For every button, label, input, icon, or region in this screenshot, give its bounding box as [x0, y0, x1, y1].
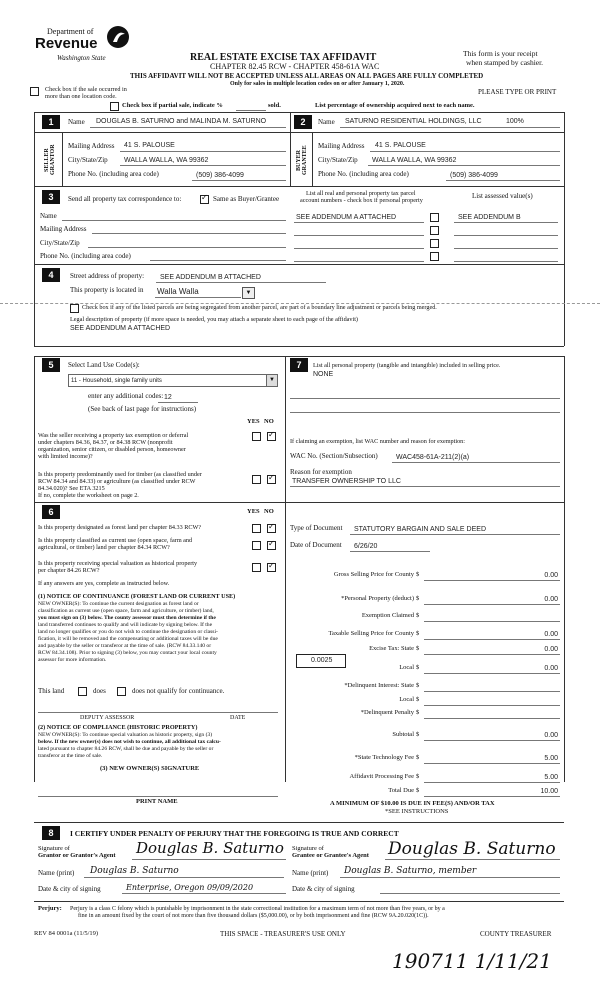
notice2-line1: NEW OWNER(S): To continue special valuation as historic property, sign (3) — [38, 732, 213, 738]
buyer-ownership-pct[interactable]: 100% — [506, 118, 524, 125]
see-instructions-note: *SEE INSTRUCTIONS — [385, 808, 449, 815]
notice1-line4: land transferred continues to qualify and will indicate by signing below. If the — [38, 622, 213, 628]
s6-yes-header: YES — [247, 508, 260, 515]
grantee-name-print-label: Name (print) — [292, 869, 329, 877]
same-as-buyer-label: Same as Buyer/Grantee — [213, 195, 280, 203]
calc-row-label: Local — [399, 664, 414, 671]
partial-sale-field[interactable] — [236, 110, 266, 111]
grantor-date-city-label: Date & city of signing — [38, 885, 101, 893]
calc-row-label: *Delinquent Penalty — [360, 709, 414, 716]
seller-name-label: Name — [68, 118, 85, 126]
s6-q2-line1: Is this property classified as current use (open space, farm and — [38, 537, 193, 544]
notice1-line7: and payable by the seller or transferor at the time of sale. (RCW 84.33.140 or — [38, 643, 212, 649]
reason-value[interactable]: TRANSFER OWNERSHIP TO LLC — [292, 478, 401, 485]
doc-date-value[interactable]: 6/26/20 — [354, 543, 378, 550]
calc-row-line — [424, 718, 560, 719]
notice1-line6: fication, it will be removed and the compensating or additional taxes will be due — [38, 636, 218, 642]
s6-q3-line2: per chapter 84.26 RCW? — [38, 567, 100, 574]
section-4-number: 4 — [42, 268, 60, 282]
parcel-personal-checkbox-2[interactable] — [430, 226, 439, 235]
calc-row-line — [424, 654, 560, 655]
personal-prop-label: List all personal property (tangible and intangible) included in selling price. — [313, 362, 501, 369]
calc-row-label: Local — [399, 696, 414, 703]
s5-q2-yes-checkbox[interactable] — [252, 475, 261, 484]
calc-row-label: Gross Selling Price for County — [333, 571, 414, 578]
land-use-select[interactable] — [68, 374, 278, 387]
calc-row-value[interactable]: 0.00 — [544, 631, 558, 638]
calc-row-currency: $ — [416, 645, 420, 652]
does-label: does — [93, 687, 106, 695]
legal-label: Legal description of property (if more space is needed, you may attach a separate sheet to each page of the affidavit) — [70, 316, 358, 323]
deputy-assessor-label: DEPUTY ASSESSOR — [80, 715, 135, 721]
street-label: Street address of property: — [70, 272, 145, 280]
notice1-line2: classification as current use (open space, farm and agriculture, or timber) land, — [38, 608, 214, 614]
land-use-value: 11 - Household, single family units — [71, 378, 162, 384]
this-land-label: This land — [38, 687, 65, 695]
calc-row-label: Exemption Claimed — [361, 612, 414, 619]
sig-grantor-label2: Grantor or Grantor's Agent — [38, 852, 116, 859]
additional-codes-label: enter any additional codes: — [88, 392, 164, 400]
calc-row-label: Total Due — [388, 787, 414, 794]
dept-line3: Washington State — [57, 54, 106, 62]
doc-type-value[interactable]: STATUTORY BARGAIN AND SALE DEED — [354, 526, 486, 533]
calc-row-line — [424, 673, 560, 674]
corr-phone-label: Phone No. (including area code) — [40, 252, 131, 260]
grantee-date-city-field[interactable] — [380, 893, 560, 894]
print-name-label: PRINT NAME — [136, 798, 178, 805]
calc-row-line — [424, 705, 560, 706]
does-not-qualify-checkbox[interactable] — [117, 687, 126, 696]
s5-q2-line4: If no, complete the worksheet on page 2. — [38, 492, 139, 499]
calc-row-label: Excise Tax: State — [369, 645, 414, 652]
tax-rate-value: 0.0025 — [311, 657, 333, 664]
grantee-date-city-label: Date & city of signing — [292, 885, 355, 893]
seller-mailing-value[interactable]: 41 S. PALOUSE — [124, 142, 175, 149]
s5-q1-no-checkbox[interactable] — [267, 432, 276, 441]
parcel-personal-checkbox-1[interactable] — [430, 213, 439, 222]
calc-row-currency: $ — [416, 571, 420, 578]
new-owner-sig-label: (3) NEW OWNER(S) SIGNATURE — [100, 765, 200, 772]
notice1-line3: you must sign on (3) below. The county assessor must then determine if the — [38, 615, 216, 621]
parcel-personal-checkbox-3[interactable] — [430, 239, 439, 248]
s5-q2-no-checkbox[interactable] — [267, 475, 276, 484]
ownership-label: List percentage of ownership acquired next to each name. — [315, 102, 475, 109]
calc-row-currency: $ — [416, 595, 420, 602]
tax-rate-box[interactable] — [296, 654, 346, 668]
calc-row-label: *State Technology Fee — [354, 754, 414, 761]
buyer-phone-label: Phone No. (including area code) — [318, 170, 409, 178]
section-8-number: 8 — [42, 826, 60, 840]
calc-row-label: Taxable Selling Price for County — [328, 630, 414, 637]
corr-mailing-label: Mailing Address — [40, 225, 87, 233]
legal-value[interactable]: SEE ADDENDUM A ATTACHED — [70, 325, 171, 332]
grantee-name-print-value[interactable]: Douglas B. Saturno, member — [344, 866, 477, 876]
located-select[interactable]: Walla Walla — [157, 287, 199, 296]
doc-date-label: Date of Document — [290, 541, 342, 549]
sig-grantee-label1: Signature of — [292, 845, 324, 852]
seller-name-value[interactable]: DOUGLAS B. SATURNO and MALINDA M. SATURNO — [96, 118, 267, 125]
doc-type-label: Type of Document — [290, 524, 343, 532]
receipt-note2: when stamped by cashier. — [466, 58, 544, 67]
certify-statement: I CERTIFY UNDER PENALTY OF PERJURY THAT THE FOREGOING IS TRUE AND CORRECT — [70, 829, 399, 838]
calc-row-currency: $ — [416, 696, 420, 703]
s6-q2-line2: agricultural, or timber) land per chapter 84.34 RCW? — [38, 544, 170, 551]
grantor-name-print-value[interactable]: Douglas B. Saturno — [90, 866, 179, 876]
assessed-value[interactable]: SEE ADDENDUM B — [458, 214, 521, 221]
s5-q1-line4: with limited income)? — [38, 453, 93, 460]
dor-logo — [35, 10, 130, 70]
buyer-grantee-label: BUYER GRANTEE — [296, 145, 308, 175]
notice2-line2: below. If the new owner(s) does not wish to continue, all additional tax calcu- — [38, 739, 221, 745]
calc-row-value[interactable]: 10.00 — [540, 788, 558, 795]
form-warning: THIS AFFIDAVIT WILL NOT BE ACCEPTED UNLESS ALL AREAS ON ALL PAGES ARE FULLY COMPLETED — [130, 72, 484, 80]
calc-row-line — [424, 639, 560, 640]
buyer-mailing-label: Mailing Address — [318, 142, 365, 150]
calc-row-currency: $ — [416, 773, 420, 780]
notice1-line1: NEW OWNER(S): To continue the current designation as forest land or — [38, 601, 199, 607]
section-3-number: 3 — [42, 190, 60, 204]
notice2-title: (2) NOTICE OF COMPLIANCE (HISTORIC PROPERTY) — [38, 724, 198, 731]
notice1-line9: assessor for more information. — [38, 657, 107, 663]
assessed-header: List assessed value(s) — [472, 192, 533, 200]
s6-no-header: NO — [264, 508, 274, 515]
s5-q1-line2: under chapters 84.36, 84.37, or 84.38 RCW (nonprofit — [38, 439, 173, 446]
s5-yes-header: YES — [247, 418, 260, 425]
s5-q1-yes-checkbox[interactable] — [252, 432, 261, 441]
s6-q3-line1: Is this property receiving special valuation as historical property — [38, 560, 198, 567]
new-owner-sig-line[interactable] — [38, 796, 278, 797]
s5-q2-line3: 84.34.020)? See ETA 3215 — [38, 485, 105, 492]
reason-label: Reason for exemption — [290, 468, 352, 476]
calc-row-value[interactable]: 0.00 — [544, 596, 558, 603]
perjury-label: Perjury: — [38, 905, 62, 912]
section-6-number: 6 — [42, 505, 60, 519]
multi-location-label2: more than one location code. — [45, 93, 117, 100]
calc-row-line — [424, 691, 560, 692]
s6-q1: Is this property designated as forest land per chapter 84.33 RCW? — [38, 524, 202, 531]
calc-row-label: *Delinquent Interest: State — [344, 682, 414, 689]
grantor-signature[interactable]: Douglas B. Saturno — [136, 839, 284, 857]
notice2-line3: lated pursuant to chapter 84.26 RCW, shall be due and payable by the seller or — [38, 746, 214, 752]
sig-grantor-label1: Signature of — [38, 845, 70, 852]
does-not-label: does not qualify for continuance. — [132, 687, 225, 695]
treasurer-handwritten-stamp: 190711 1/11/21 — [392, 949, 552, 973]
grantee-signature[interactable]: Douglas B. Saturno — [388, 839, 556, 859]
seller-phone-label: Phone No. (including area code) — [68, 170, 159, 178]
calc-row-currency: $ — [416, 731, 420, 738]
s5-q2-line1: Is this property predominantly used for timber (as classified under — [38, 471, 202, 478]
calc-row-line — [424, 763, 560, 764]
seller-city-label: City/State/Zip — [68, 156, 108, 164]
land-use-dropdown-icon[interactable]: ▼ — [266, 375, 277, 386]
calc-row-value[interactable]: 5.00 — [544, 755, 558, 762]
calc-row-line — [424, 580, 560, 581]
form-revision: REV 84 0001a (11/5/19) — [34, 930, 99, 937]
s6-q1-no-checkbox[interactable] — [267, 524, 276, 533]
partial-sale-suffix: sold. — [268, 102, 281, 109]
calc-row-currency: $ — [416, 664, 420, 671]
multi-location-label1: Check box if the sale occurred in — [45, 86, 127, 93]
s5-q1-line3: organization, senior citizen, or disabled person, homeowner — [38, 446, 186, 453]
grantor-name-print-label: Name (print) — [38, 869, 75, 877]
buyer-phone-value[interactable]: (509) 386-4099 — [450, 172, 498, 179]
receipt-note1: This form is your receipt — [463, 49, 538, 58]
calc-row-line — [424, 740, 560, 741]
parcel-header2: account numbers - check box if personal property — [300, 197, 423, 204]
section-7-number: 7 — [290, 358, 308, 372]
calc-row-value[interactable]: 0.00 — [544, 572, 558, 579]
sales-note: Only for sales in multiple location codes on or after January 1, 2020. — [230, 81, 405, 87]
does-qualify-checkbox[interactable] — [78, 687, 87, 696]
calc-row-currency: $ — [416, 682, 420, 689]
land-use-label: Select Land Use Code(s): — [68, 361, 140, 369]
segregated-label: Check box if any of the listed parcels are being segregated from another parcel, are part of a boundary line adjustment or parcels being merged. — [82, 304, 437, 311]
buyer-city-label: City/State/Zip — [318, 156, 358, 164]
same-as-buyer-checkbox[interactable] — [200, 195, 209, 204]
corr-name-label: Name — [40, 212, 57, 220]
calc-row-line — [424, 782, 560, 783]
dor-logo-icon — [105, 24, 131, 50]
calc-row-currency: $ — [416, 754, 420, 761]
calc-row-currency: $ — [416, 787, 420, 794]
calc-row-currency: $ — [416, 630, 420, 637]
sig-grantee-label2: Grantee or Grantee's Agent — [292, 852, 369, 859]
seller-mailing-label: Mailing Address — [68, 142, 115, 150]
s6-q2-yes-checkbox[interactable] — [252, 541, 261, 550]
section-1-number: 1 — [42, 115, 60, 129]
calc-row-value[interactable]: 5.00 — [544, 774, 558, 781]
calc-row-line — [424, 604, 560, 605]
notice2-line4: transferor at the time of sale. — [38, 753, 103, 759]
notice1-line5: land no longer qualifies or you do not wish to continue the designation or classi- — [38, 629, 218, 635]
s5-q2-line2: RCW 84.34 and 84.33) or agriculture (as classified under RCW — [38, 478, 196, 485]
dept-line1: Department of — [47, 27, 94, 36]
corr-city-label: City/State/Zip — [40, 239, 80, 247]
s6-q3-no-checkbox[interactable] — [267, 563, 276, 572]
located-dropdown-icon[interactable]: ▼ — [242, 287, 255, 299]
calc-row-value[interactable]: 0.00 — [544, 646, 558, 653]
county-treasurer-label: COUNTY TREASURER — [480, 930, 552, 938]
form-title: REAL ESTATE EXCISE TAX AFFIDAVIT — [190, 52, 377, 63]
print-note: PLEASE TYPE OR PRINT — [478, 88, 557, 96]
parcel-value[interactable]: SEE ADDENDUM A ATTACHED — [296, 214, 397, 221]
notice1-title: (1) NOTICE OF CONTINUANCE (FOREST LAND OR CURRENT USE) — [38, 593, 236, 600]
calc-row-line — [424, 796, 560, 797]
seller-grantor-label: SELLER GRANTOR — [44, 144, 56, 176]
see-back-label: (See back of last page for instructions) — [88, 405, 197, 413]
parcel-header1: List all real and personal property tax parcel — [306, 190, 416, 197]
send-correspondence-label: Send all property tax correspondence to: — [68, 195, 182, 203]
section-5-number: 5 — [42, 358, 60, 372]
calc-row-value[interactable]: 0.00 — [544, 732, 558, 739]
wac-label: WAC No. (Section/Subsection) — [290, 452, 378, 460]
s5-q1-line1: Was the seller receiving a property tax exemption or deferral — [38, 432, 189, 439]
partial-sale-label: Check box if partial sale, indicate % — [122, 102, 223, 109]
wac-value[interactable]: WAC458-61A-211(2)(a) — [396, 454, 470, 461]
deputy-date-label: DATE — [230, 715, 246, 721]
minimum-due-note: A MINIMUM OF $10.00 IS DUE IN FEE(S) AND/OR TAX — [330, 800, 495, 807]
additional-codes-value[interactable]: 12 — [164, 394, 172, 401]
treasurer-use-label: THIS SPACE - TREASURER'S USE ONLY — [220, 930, 346, 938]
calc-row-label: Subtotal — [392, 731, 414, 738]
s5-no-header: NO — [264, 418, 274, 425]
exemption-label: If claiming an exemption, list WAC number and reason for exemption: — [290, 438, 465, 445]
personal-prop-value[interactable]: NONE — [313, 371, 334, 378]
s6-q1-yes-checkbox[interactable] — [252, 524, 261, 533]
seller-phone-value[interactable]: (509) 386-4099 — [196, 172, 244, 179]
calc-row-value[interactable]: 0.00 — [544, 665, 558, 672]
calc-row-currency: $ — [416, 612, 420, 619]
partial-sale-checkbox[interactable] — [110, 102, 119, 111]
street-value[interactable]: SEE ADDENDUM B ATTACHED — [160, 274, 261, 281]
s6-if-yes: If any answers are yes, complete as instructed below. — [38, 580, 170, 587]
calc-row-currency: $ — [416, 709, 420, 716]
located-label: This property is located in — [70, 286, 144, 294]
s6-q2-no-checkbox[interactable] — [267, 541, 276, 550]
buyer-city-value[interactable]: WALLA WALLA, WA 99362 — [372, 157, 457, 164]
buyer-name-value[interactable]: SATURNO RESIDENTIAL HOLDINGS, LLC — [345, 118, 482, 125]
perjury-text-line2: fine in an amount fixed by the court of not more than five thousand dollars ($5,000.00), or by both imprisonment and fine (RCW 9A.20.020(1C)). — [78, 913, 429, 919]
grantor-date-city-value[interactable]: Enterprise, Oregon 09/09/2020 — [126, 883, 254, 892]
calc-row-label: *Personal Property (deduct) — [341, 595, 414, 602]
calc-row-line — [424, 621, 560, 622]
calc-row-label: Affidavit Processing Fee — [349, 773, 414, 780]
section-2-number: 2 — [294, 115, 312, 129]
multi-location-checkbox[interactable] — [30, 87, 39, 96]
segregated-checkbox[interactable] — [70, 304, 79, 313]
s6-q3-yes-checkbox[interactable] — [252, 563, 261, 572]
buyer-mailing-value[interactable]: 41 S. PALOUSE — [375, 142, 426, 149]
notice1-line8: RCW 84.34.108). Prior to signing (3) below, you may contact your local county — [38, 650, 217, 656]
parcel-personal-checkbox-4[interactable] — [430, 252, 439, 261]
form-subtitle: CHAPTER 82.45 RCW - CHAPTER 458-61A WAC — [210, 62, 380, 71]
seller-city-value[interactable]: WALLA WALLA, WA 99362 — [124, 157, 209, 164]
perjury-text-line1: Perjury is a class C felony which is punishable by imprisonment in the state correctional institution for a maximum term of not more than five years, or by a — [70, 906, 445, 912]
buyer-name-label: Name — [318, 118, 335, 126]
dept-line2: Revenue — [35, 35, 98, 52]
